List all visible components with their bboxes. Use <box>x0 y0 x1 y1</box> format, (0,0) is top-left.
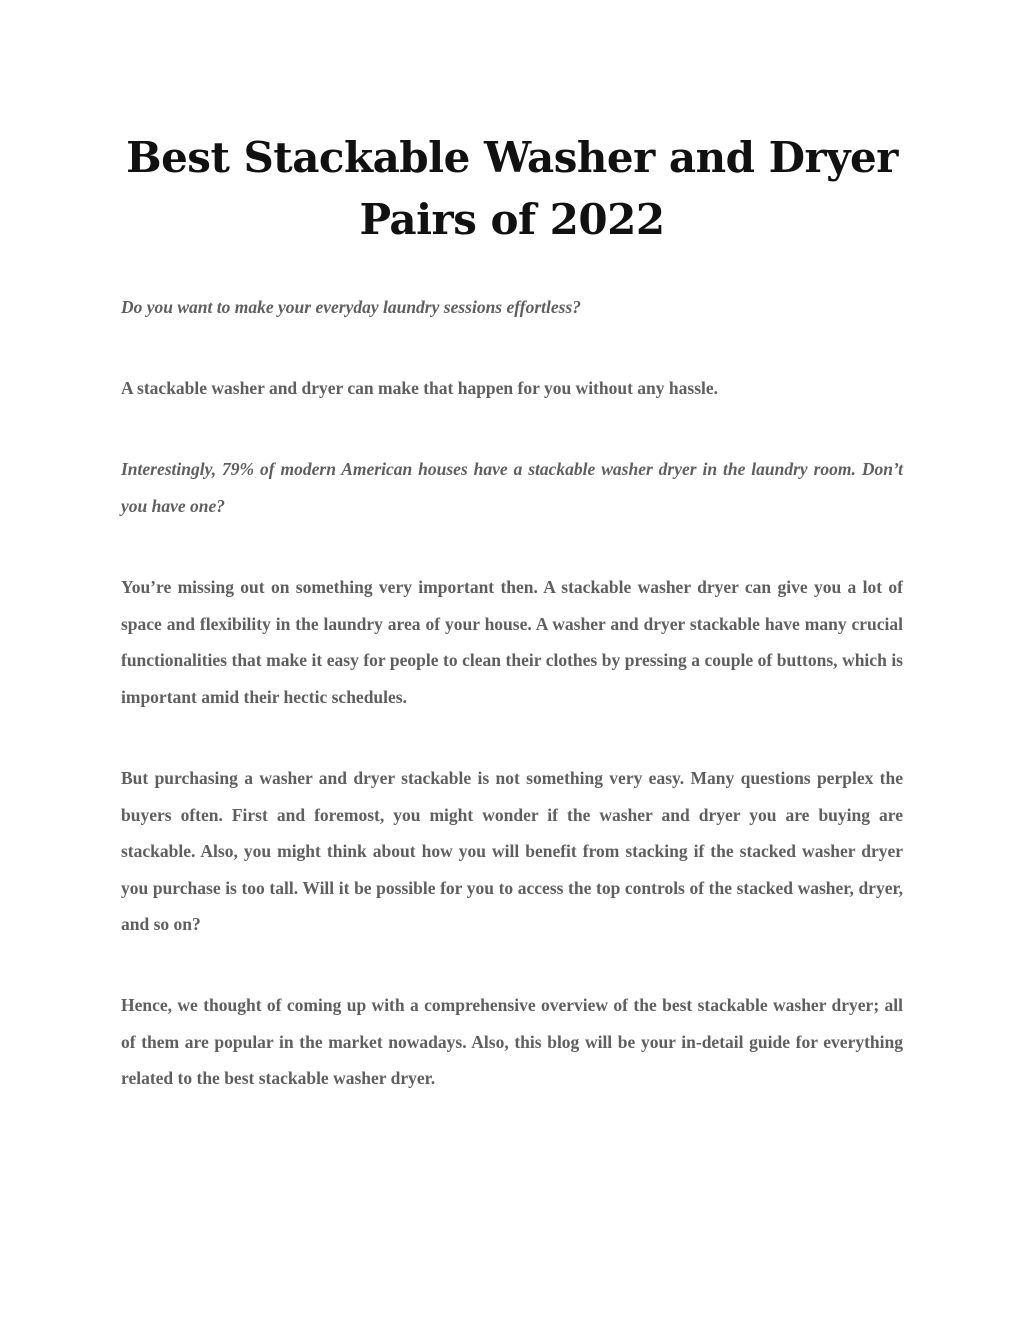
statistic-paragraph: Interestingly, 79% of modern American houses have a stackable washer dryer in the laundry room. Don’t you have one? <box>121 459 903 516</box>
intro-question-paragraph: Do you want to make your everyday laundry sessions effortless? <box>121 297 582 317</box>
overview-paragraph: Hence, we thought of coming up with a comprehensive overview of the best stackable washer dryer; all of them are popular in the market nowadays. Also, this blog will be your in-detail guide for everything related to the best stackable washer dryer. <box>121 995 903 1088</box>
benefits-paragraph: You’re missing out on something very important then. A stackable washer dryer can give you a lot of space and flexibility in the laundry area of your house. A washer and dryer stackable have many crucial functionalities that make it easy for people to clean their clothes by pressing a couple of buttons, which is important amid their hectic schedules. <box>121 577 903 707</box>
buying-concerns-paragraph: But purchasing a washer and dryer stackable is not something very easy. Many questions perplex the buyers often. First and foremost, you might wonder if the washer and dryer you are buying are stackable. Also, you might think about how you will benefit from stacking if the stacked washer dryer you purchase is too tall. Will it be possible for you to access the top controls of the stacked washer, dryer, and so on? <box>121 768 903 934</box>
intro-answer-paragraph: A stackable washer and dryer can make that happen for you without any hassle. <box>121 378 719 398</box>
document-title: Best Stackable Washer and Dryer Pairs of 2022 <box>126 133 898 244</box>
